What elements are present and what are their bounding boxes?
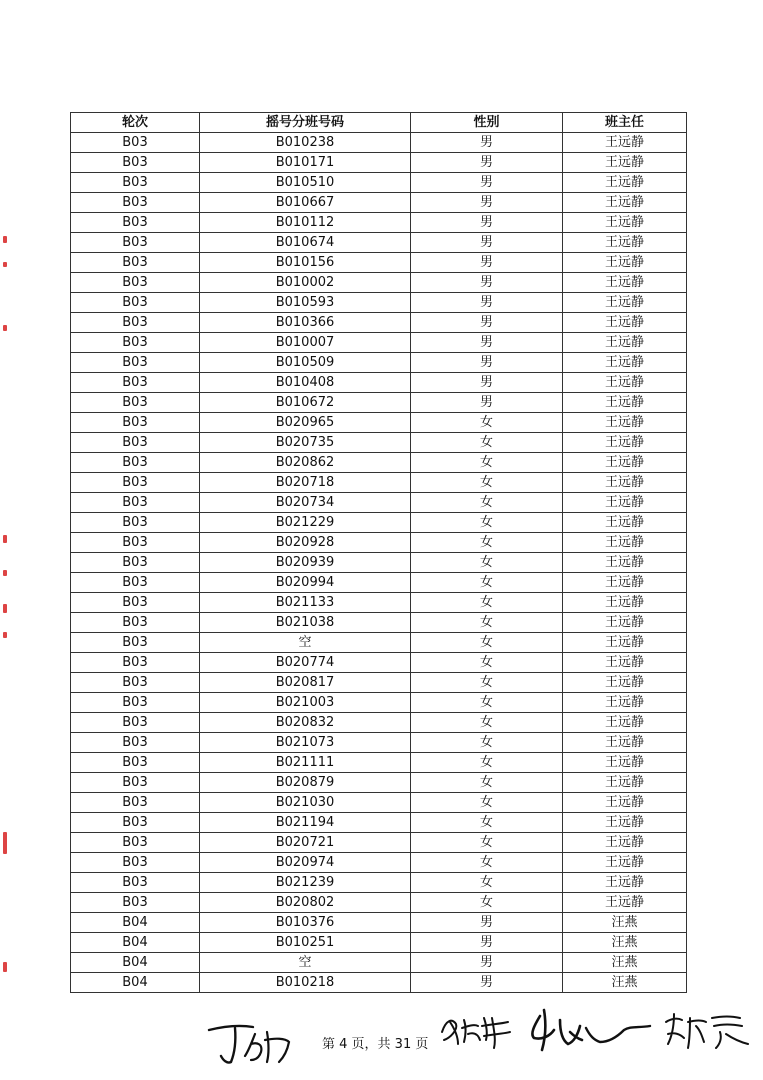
class-assignment-table [70,112,687,993]
cell-gender: 女 [411,473,563,493]
cell-round: B03 [71,253,200,273]
cell-round: B03 [71,653,200,673]
table-row [71,533,687,553]
cell-round: B03 [71,493,200,513]
cell-lottery-code: B021111 [200,753,411,773]
table-row [71,173,687,193]
cell-lottery-code: B010156 [200,253,411,273]
cell-head-teacher: 王远静 [563,193,687,213]
table-row [71,873,687,893]
cell-head-teacher: 王远静 [563,893,687,913]
cell-gender: 男 [411,353,563,373]
cell-round: B03 [71,813,200,833]
cell-lottery-code: B010674 [200,233,411,253]
cell-round: B03 [71,593,200,613]
cell-head-teacher: 王远静 [563,253,687,273]
table-row [71,893,687,913]
table-row [71,413,687,433]
signature-4 [660,1008,756,1054]
cell-head-teacher: 王远静 [563,773,687,793]
cell-head-teacher: 王远静 [563,373,687,393]
table-row [71,633,687,653]
table-row [71,493,687,513]
cell-lottery-code: B021003 [200,693,411,713]
cell-gender: 女 [411,833,563,853]
cell-lottery-code: B010593 [200,293,411,313]
header-head-teacher: 班主任 [563,113,687,133]
cell-lottery-code: B010366 [200,313,411,333]
table-row [71,273,687,293]
cell-round: B03 [71,613,200,633]
cell-gender: 女 [411,593,563,613]
cell-round: B03 [71,333,200,353]
cell-gender: 女 [411,633,563,653]
cell-gender: 男 [411,133,563,153]
table-row [71,653,687,673]
cell-gender: 男 [411,193,563,213]
binding-mark [3,236,7,243]
cell-gender: 男 [411,973,563,993]
cell-round: B03 [71,233,200,253]
cell-lottery-code: B021194 [200,813,411,833]
cell-round: B03 [71,293,200,313]
cell-gender: 女 [411,613,563,633]
cell-round: B03 [71,673,200,693]
cell-head-teacher: 王远静 [563,293,687,313]
table-row [71,313,687,333]
cell-gender: 男 [411,913,563,933]
cell-gender: 女 [411,553,563,573]
cell-gender: 女 [411,773,563,793]
cell-head-teacher: 王远静 [563,753,687,773]
table-row [71,133,687,153]
cell-round: B03 [71,893,200,913]
cell-gender: 女 [411,813,563,833]
cell-round: B03 [71,213,200,233]
cell-round: B03 [71,193,200,213]
signature-3 [520,1006,660,1056]
cell-round: B03 [71,433,200,453]
cell-gender: 男 [411,953,563,973]
cell-lottery-code: B020774 [200,653,411,673]
cell-round: B03 [71,793,200,813]
cell-gender: 男 [411,373,563,393]
header-round: 轮次 [71,113,200,133]
cell-head-teacher: 王远静 [563,393,687,413]
table-row [71,673,687,693]
cell-head-teacher: 王远静 [563,133,687,153]
cell-round: B03 [71,413,200,433]
cell-lottery-code: B020734 [200,493,411,513]
cell-lottery-code: B010007 [200,333,411,353]
cell-lottery-code: B010251 [200,933,411,953]
cell-head-teacher: 王远静 [563,633,687,653]
binding-mark [3,632,7,638]
cell-gender: 女 [411,793,563,813]
cell-gender: 男 [411,273,563,293]
cell-round: B03 [71,713,200,733]
table-row [71,433,687,453]
cell-lottery-code: B020862 [200,453,411,473]
cell-lottery-code: B020939 [200,553,411,573]
cell-round: B03 [71,733,200,753]
cell-lottery-code: B021133 [200,593,411,613]
header-lottery-code: 摇号分班号码 [200,113,411,133]
binding-mark [3,604,7,613]
cell-head-teacher: 王远静 [563,353,687,373]
table-row [71,753,687,773]
table-row [71,553,687,573]
cell-gender: 男 [411,233,563,253]
cell-gender: 女 [411,853,563,873]
cell-head-teacher: 王远静 [563,533,687,553]
cell-lottery-code: B021229 [200,513,411,533]
cell-round: B03 [71,473,200,493]
cell-head-teacher: 王远静 [563,713,687,733]
cell-lottery-code: B020928 [200,533,411,553]
cell-head-teacher: 王远静 [563,573,687,593]
cell-round: B03 [71,873,200,893]
cell-gender: 男 [411,333,563,353]
cell-round: B03 [71,353,200,373]
cell-lottery-code: B010510 [200,173,411,193]
cell-gender: 女 [411,693,563,713]
cell-gender: 女 [411,873,563,893]
cell-lottery-code: B020718 [200,473,411,493]
cell-head-teacher: 王远静 [563,173,687,193]
table-row [71,933,687,953]
cell-lottery-code: B010667 [200,193,411,213]
cell-round: B03 [71,513,200,533]
cell-head-teacher: 王远静 [563,653,687,673]
binding-mark [3,570,7,576]
cell-round: B03 [71,533,200,553]
cell-head-teacher: 王远静 [563,413,687,433]
cell-round: B03 [71,573,200,593]
cell-gender: 男 [411,313,563,333]
cell-round: B03 [71,273,200,293]
signature-2 [436,1010,516,1050]
cell-lottery-code: B010002 [200,273,411,293]
table-body [71,133,687,993]
table-row [71,233,687,253]
cell-lottery-code: B020965 [200,413,411,433]
cell-head-teacher: 汪燕 [563,973,687,993]
cell-lottery-code: B010112 [200,213,411,233]
cell-head-teacher: 王远静 [563,873,687,893]
table-row [71,353,687,373]
cell-round: B04 [71,953,200,973]
cell-round: B03 [71,453,200,473]
table-row [71,713,687,733]
cell-gender: 女 [411,713,563,733]
binding-mark [3,325,7,331]
cell-head-teacher: 王远静 [563,473,687,493]
cell-head-teacher: 王远静 [563,313,687,333]
page-number: 第 4 页，共 31 页 [322,1037,429,1052]
cell-lottery-code: B021030 [200,793,411,813]
cell-head-teacher: 王远静 [563,453,687,473]
cell-gender: 女 [411,573,563,593]
cell-head-teacher: 王远静 [563,233,687,253]
cell-round: B04 [71,933,200,953]
cell-gender: 女 [411,733,563,753]
cell-head-teacher: 王远静 [563,613,687,633]
cell-head-teacher: 王远静 [563,693,687,713]
table-row [71,793,687,813]
cell-gender: 女 [411,433,563,453]
cell-gender: 男 [411,933,563,953]
cell-round: B03 [71,173,200,193]
cell-head-teacher: 汪燕 [563,953,687,973]
cell-head-teacher: 王远静 [563,493,687,513]
cell-gender: 女 [411,533,563,553]
table-row [71,473,687,493]
table-row [71,953,687,973]
binding-mark [3,535,7,543]
table-row [71,253,687,273]
table-header-row [71,113,687,133]
cell-lottery-code: B020721 [200,833,411,853]
table-row [71,573,687,593]
cell-lottery-code: B020817 [200,673,411,693]
table-row [71,833,687,853]
cell-lottery-code: B020879 [200,773,411,793]
signature-1 [205,1022,295,1068]
cell-lottery-code: B010376 [200,913,411,933]
cell-round: B04 [71,973,200,993]
cell-round: B03 [71,633,200,653]
cell-round: B03 [71,833,200,853]
cell-gender: 女 [411,513,563,533]
cell-lottery-code: B010218 [200,973,411,993]
cell-round: B03 [71,693,200,713]
cell-lottery-code: B010408 [200,373,411,393]
cell-gender: 男 [411,213,563,233]
cell-lottery-code: B021239 [200,873,411,893]
table-row [71,853,687,873]
table-row [71,333,687,353]
cell-gender: 女 [411,493,563,513]
binding-mark [3,832,7,854]
cell-gender: 女 [411,453,563,473]
cell-gender: 女 [411,653,563,673]
cell-head-teacher: 王远静 [563,553,687,573]
table-row [71,153,687,173]
cell-lottery-code: B020802 [200,893,411,913]
cell-lottery-code: B020832 [200,713,411,733]
cell-head-teacher: 王远静 [563,673,687,693]
table-row [71,773,687,793]
table-row [71,733,687,753]
table-row [71,613,687,633]
cell-head-teacher: 汪燕 [563,913,687,933]
cell-head-teacher: 王远静 [563,153,687,173]
cell-round: B03 [71,773,200,793]
cell-head-teacher: 王远静 [563,333,687,353]
cell-lottery-code: 空 [200,633,411,653]
cell-round: B03 [71,553,200,573]
table-row [71,453,687,473]
cell-gender: 男 [411,173,563,193]
table-row [71,913,687,933]
cell-gender: 女 [411,753,563,773]
cell-round: B03 [71,313,200,333]
cell-round: B03 [71,853,200,873]
table-row [71,393,687,413]
cell-head-teacher: 王远静 [563,513,687,533]
table-row [71,513,687,533]
table-row [71,593,687,613]
table-row [71,293,687,313]
cell-head-teacher: 王远静 [563,433,687,453]
cell-head-teacher: 王远静 [563,793,687,813]
header-gender: 性别 [411,113,563,133]
cell-lottery-code: B010238 [200,133,411,153]
binding-mark [3,262,7,267]
cell-lottery-code: B020735 [200,433,411,453]
table-row [71,193,687,213]
cell-round: B03 [71,393,200,413]
page-footer [0,1030,763,1070]
cell-gender: 男 [411,293,563,313]
cell-head-teacher: 王远静 [563,853,687,873]
cell-round: B03 [71,373,200,393]
cell-lottery-code: 空 [200,953,411,973]
cell-head-teacher: 王远静 [563,733,687,753]
table-row [71,813,687,833]
cell-round: B04 [71,913,200,933]
table-row [71,693,687,713]
cell-lottery-code: B010509 [200,353,411,373]
binding-mark [3,962,7,972]
cell-lottery-code: B021073 [200,733,411,753]
table-row [71,213,687,233]
cell-gender: 女 [411,673,563,693]
cell-head-teacher: 王远静 [563,593,687,613]
cell-lottery-code: B010171 [200,153,411,173]
table-row [71,973,687,993]
cell-lottery-code: B020974 [200,853,411,873]
cell-lottery-code: B021038 [200,613,411,633]
cell-head-teacher: 王远静 [563,833,687,853]
cell-head-teacher: 王远静 [563,813,687,833]
cell-head-teacher: 王远静 [563,213,687,233]
cell-lottery-code: B010672 [200,393,411,413]
cell-head-teacher: 王远静 [563,273,687,293]
cell-gender: 男 [411,253,563,273]
cell-lottery-code: B020994 [200,573,411,593]
cell-round: B03 [71,153,200,173]
cell-round: B03 [71,753,200,773]
cell-head-teacher: 汪燕 [563,933,687,953]
table-row [71,373,687,393]
cell-gender: 女 [411,413,563,433]
cell-gender: 女 [411,893,563,913]
cell-gender: 男 [411,153,563,173]
cell-gender: 男 [411,393,563,413]
cell-round: B03 [71,133,200,153]
